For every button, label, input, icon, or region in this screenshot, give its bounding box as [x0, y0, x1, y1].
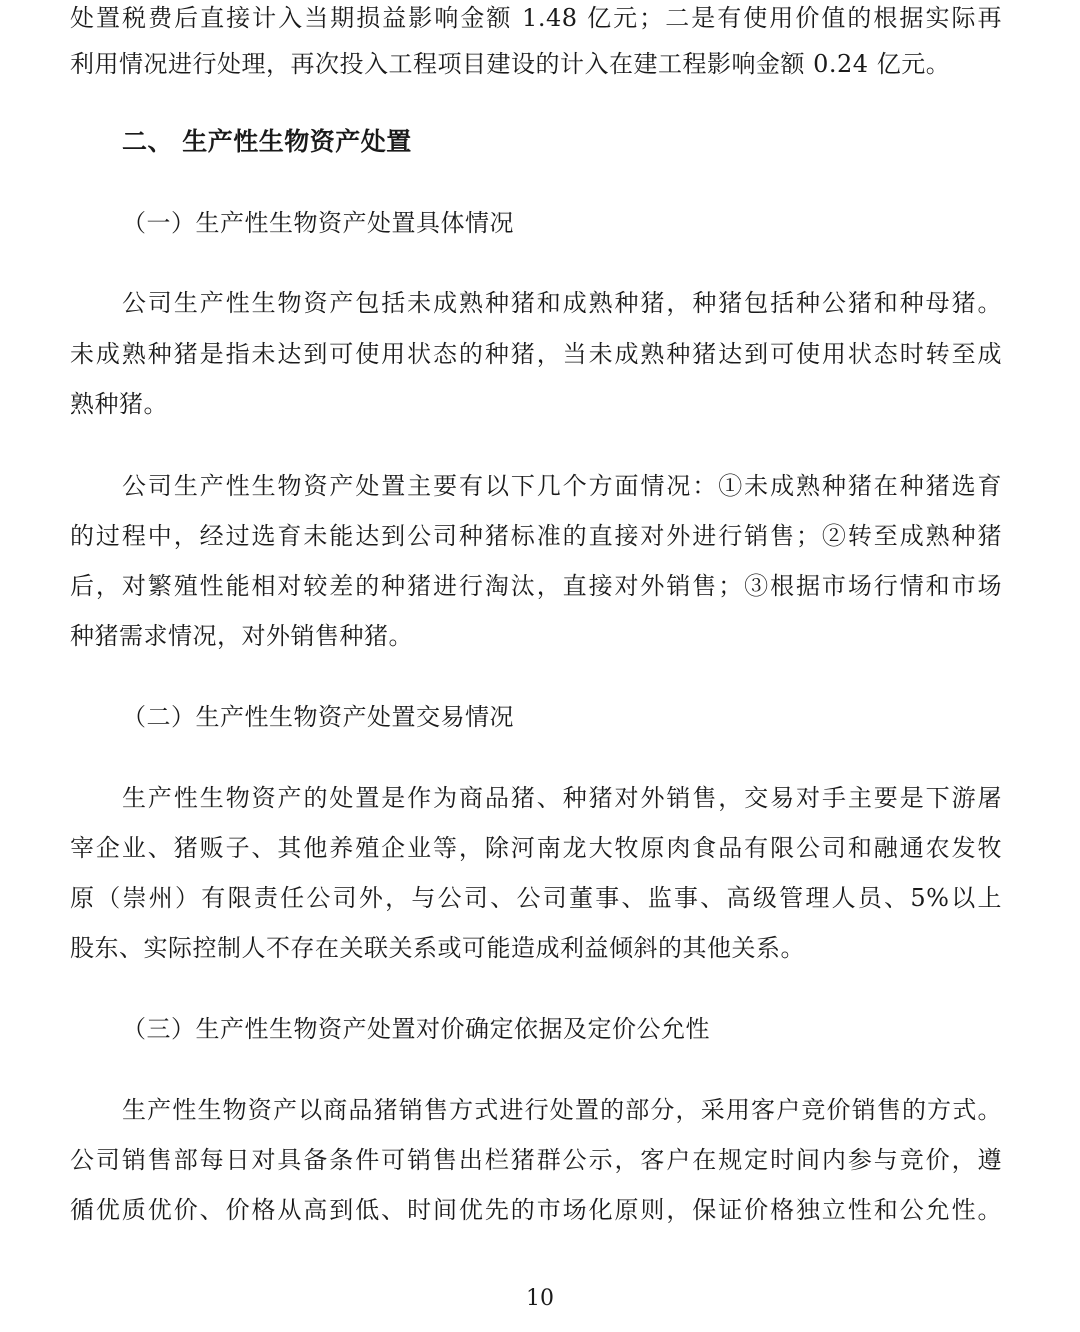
sub2-para-line-1: 生产性生物资产的处置是作为商品猪、种猪对外销售，交易对手主要是下游屠 — [122, 784, 1002, 812]
subsection-3-heading: （三）生产性生物资产处置对价确定依据及定价公允性 — [122, 1015, 710, 1043]
subsection-2-heading: （二）生产性生物资产处置交易情况 — [122, 703, 514, 731]
sub1-para2-line-2: 的过程中，经过选育未能达到公司种猪标准的直接对外进行销售；②转至成熟种猪 — [70, 522, 1002, 550]
intro-line-1: 处置税费后直接计入当期损益影响金额 1.48 亿元；二是有使用价值的根据实际再 — [70, 4, 1002, 32]
sub1-para2-line-1: 公司生产性生物资产处置主要有以下几个方面情况：①未成熟种猪在种猪选育 — [122, 472, 1002, 500]
section-heading: 二、 生产性生物资产处置 — [122, 127, 412, 156]
sub2-para-line-3: 原（崇州）有限责任公司外，与公司、公司董事、监事、高级管理人员、5%以上 — [70, 884, 1002, 912]
intro-line-2: 利用情况进行处理，再次投入工程项目建设的计入在建工程影响金额 0.24 亿元。 — [70, 50, 951, 78]
sub1-para1-line-2: 未成熟种猪是指未达到可使用状态的种猪，当未成熟种猪达到可使用状态时转至成 — [70, 340, 1002, 368]
sub1-para2-line-4: 种猪需求情况，对外销售种猪。 — [70, 622, 413, 650]
sub2-para-line-4: 股东、实际控制人不存在关联关系或可能造成利益倾斜的其他关系。 — [70, 934, 805, 962]
page-number: 10 — [526, 1286, 554, 1311]
sub1-para2-line-3: 后，对繁殖性能相对较差的种猪进行淘汰，直接对外销售；③根据市场行情和市场 — [70, 572, 1002, 600]
sub3-para-line-3: 循优质优价、价格从高到低、时间优先的市场化原则，保证价格独立性和公允性。 — [70, 1196, 1002, 1224]
sub2-para-line-2: 宰企业、猪贩子、其他养殖企业等，除河南龙大牧原肉食品有限公司和融通农发牧 — [70, 834, 1002, 862]
sub3-para-line-1: 生产性生物资产以商品猪销售方式进行处置的部分，采用客户竞价销售的方式。 — [122, 1096, 1002, 1124]
subsection-1-heading: （一）生产性生物资产处置具体情况 — [122, 209, 514, 237]
sub3-para-line-2: 公司销售部每日对具备条件可销售出栏猪群公示，客户在规定时间内参与竞价，遵 — [70, 1146, 1002, 1174]
sub1-para1-line-1: 公司生产性生物资产包括未成熟种猪和成熟种猪，种猪包括种公猪和种母猪。 — [122, 289, 1002, 317]
sub1-para1-line-3: 熟种猪。 — [70, 390, 168, 418]
